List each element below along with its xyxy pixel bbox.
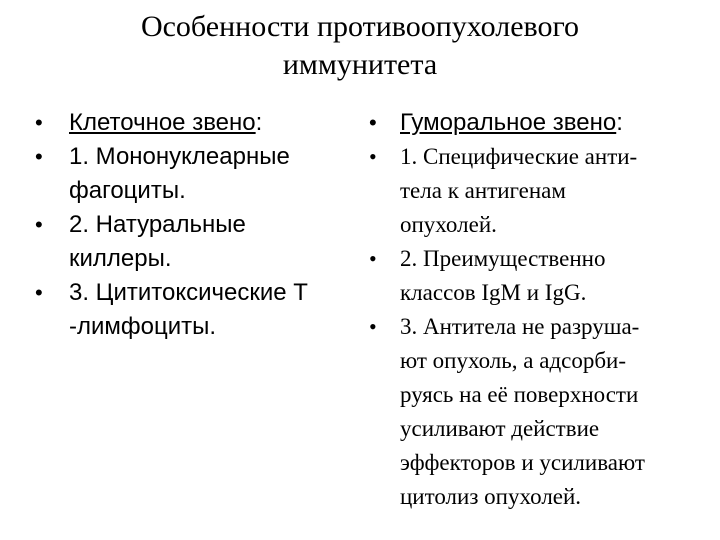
item-line: 3. Цититоксические Т (69, 279, 308, 306)
list-item (355, 140, 715, 242)
item-line: тела к антигенам (400, 178, 566, 203)
humoral-link-heading: Гуморальное звено (400, 109, 617, 136)
item-line: опухолей. (400, 212, 497, 237)
item-line: ют опухоль, а адсорби- (400, 348, 627, 373)
title-line-1: Особенности противоопухолевого (140, 10, 580, 43)
bullet: • (369, 314, 377, 339)
item-line: усиливают действие (400, 416, 600, 441)
cellular-link-header (22, 106, 362, 140)
slide-title (60, 8, 660, 84)
humoral-link-list (355, 106, 715, 514)
bullet: • (35, 110, 43, 135)
list-item (355, 310, 715, 514)
bullet: • (369, 110, 377, 135)
item-line: эффекторов и усиливают (400, 450, 645, 475)
cellular-link-heading: Клеточное звено (69, 109, 256, 136)
item-line: классов IgM и IgG. (400, 280, 587, 305)
bullet: • (35, 212, 43, 237)
heading-colon: : (616, 109, 623, 136)
list-item (355, 242, 715, 310)
item-line: 3. Антитела не разруша- (400, 314, 640, 339)
bullet: • (369, 144, 377, 169)
item-line: цитолиз опухолей. (400, 484, 582, 509)
item-line: -лимфоциты. (69, 313, 217, 340)
item-line: фагоциты. (69, 177, 186, 204)
item-line: киллеры. (69, 245, 172, 272)
humoral-link-header (355, 106, 715, 140)
bullet: • (369, 246, 377, 271)
cellular-link-list (22, 106, 362, 344)
list-item (22, 276, 362, 344)
bullet: • (35, 280, 43, 305)
item-line: 1. Специфические анти- (400, 144, 638, 169)
list-item (22, 140, 362, 208)
bullet: • (35, 144, 43, 169)
list-item (22, 208, 362, 276)
title-line-2: иммунитета (282, 48, 438, 81)
item-line: 1. Мононуклеарные (69, 143, 290, 170)
item-line: 2. Преимущественно (400, 246, 606, 271)
item-line: 2. Натуральные (69, 211, 246, 238)
heading-colon: : (255, 109, 263, 136)
item-line: руясь на её поверхности (400, 382, 639, 407)
